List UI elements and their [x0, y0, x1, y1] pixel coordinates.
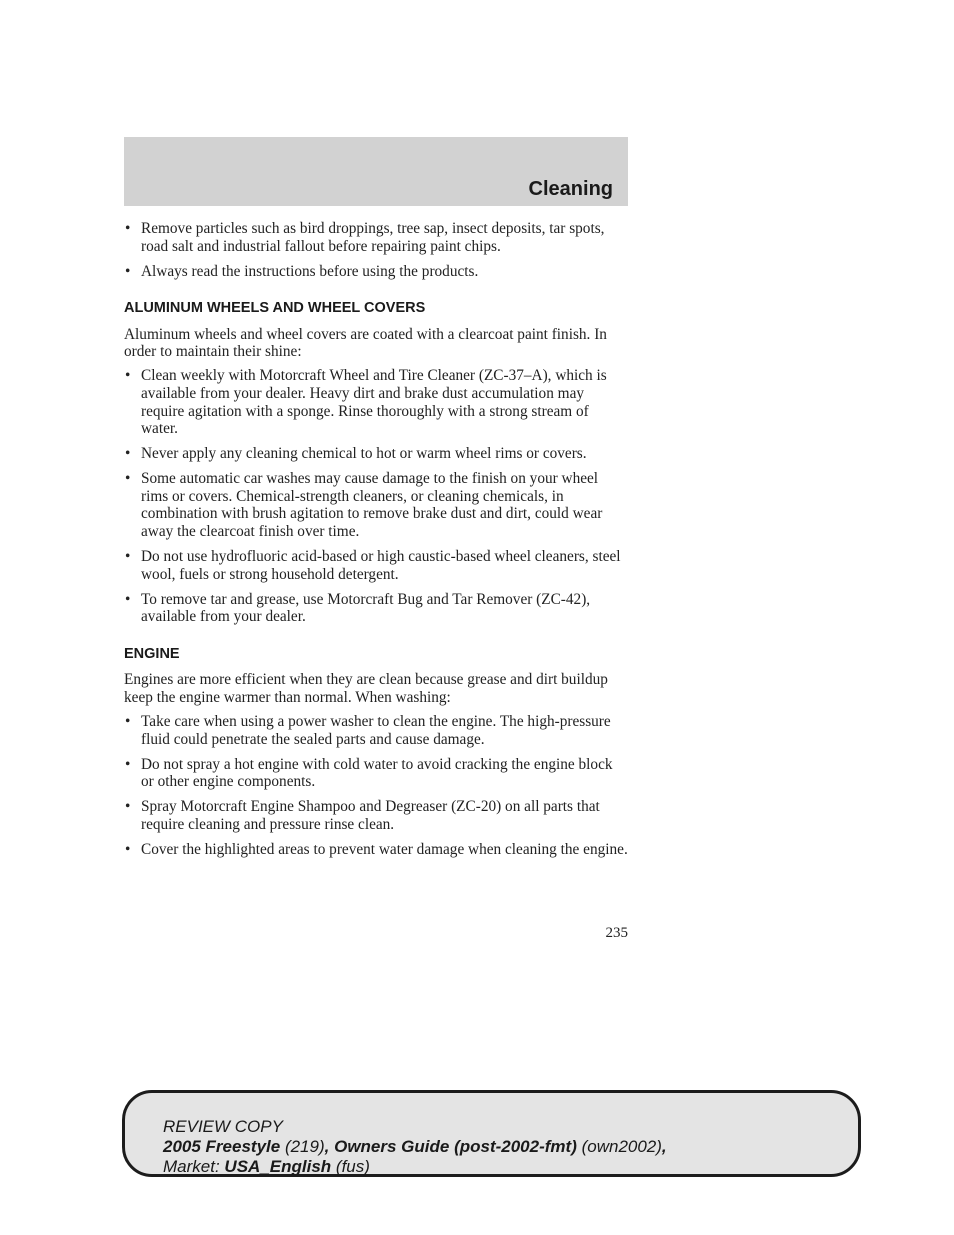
section-header-band — [124, 137, 628, 206]
market-code: (fus) — [335, 1157, 370, 1176]
review-copy-label: REVIEW COPY — [163, 1117, 283, 1136]
list-item: • Do not use hydrofluoric acid-based or high caustic-based wheel cleaners, steel wool, fuels or strong household detergent. — [124, 548, 628, 583]
section-heading-engine: ENGINE — [124, 645, 180, 662]
market-name: USA_English — [224, 1157, 332, 1176]
list-item: • To remove tar and grease, use Motorcraft Bug and Tar Remover (ZC-42), available from your dealer. — [124, 591, 628, 626]
section-heading-aluminum-wheels: ALUMINUM WHEELS AND WHEEL COVERS — [124, 300, 426, 317]
model-name: 2005 Freestyle — [163, 1137, 281, 1156]
review-copy-box — [122, 1090, 861, 1177]
list-item: • Clean weekly with Motorcraft Wheel and Tire Cleaner (ZC-37–A), which is available from your dealer. Heavy dirt and brake dust accumulation may require agitation with a sponge. Rinse thoroughly with a strong stream of water. — [124, 367, 628, 437]
guide-code: (own2002) — [581, 1137, 662, 1156]
separator: , — [324, 1137, 330, 1156]
list-item: • Some automatic car washes may cause damage to the finish on your wheel rims or covers. Chemical-strength cleaners, or cleaning chemicals, in combination with brush agitation to remove brake dust and dirt, could wear away the clearcoat finish over time. — [124, 470, 628, 540]
section-paragraph: Engines are more efficient when they are clean because grease and dirt buildup keep the engine warmer than normal. When washing: — [124, 671, 608, 706]
list-item: • Cover the highlighted areas to prevent water damage when cleaning the engine. — [124, 841, 628, 859]
list-item: • Never apply any cleaning chemical to hot or warm wheel rims or covers. — [124, 445, 628, 463]
guide-name: Owners Guide (post-2002-fmt) — [334, 1137, 577, 1156]
list-item: • Spray Motorcraft Engine Shampoo and Degreaser (ZC-20) on all parts that require cleaning and pressure rinse clean. — [124, 798, 628, 833]
page-content — [124, 220, 628, 866]
list-item: • Take care when using a power washer to clean the engine. The high-pressure fluid could penetrate the sealed parts and cause damage. — [124, 713, 628, 748]
market-info-line — [163, 1157, 667, 1177]
intro-bullet-list — [124, 220, 628, 280]
engine-bullet-list — [124, 713, 628, 858]
page-number: 235 — [605, 925, 628, 941]
list-item: • Always read the instructions before using the products. — [124, 263, 628, 281]
list-item: • Do not spray a hot engine with cold water to avoid cracking the engine block or other engine components. — [124, 756, 628, 791]
review-copy-text — [163, 1117, 667, 1177]
separator: , — [661, 1137, 667, 1156]
section-title: Cleaning — [528, 178, 613, 200]
document-info-line — [163, 1137, 667, 1157]
market-label: Market: — [163, 1157, 220, 1176]
list-item: • Remove particles such as bird droppings, tree sap, insect deposits, tar spots, road salt and industrial fallout before repairing paint chips. — [124, 220, 628, 255]
aluminum-wheels-bullet-list — [124, 367, 628, 625]
model-code: (219) — [284, 1137, 325, 1156]
section-paragraph: Aluminum wheels and wheel covers are coated with a clearcoat paint finish. In order to maintain their shine: — [124, 325, 607, 361]
